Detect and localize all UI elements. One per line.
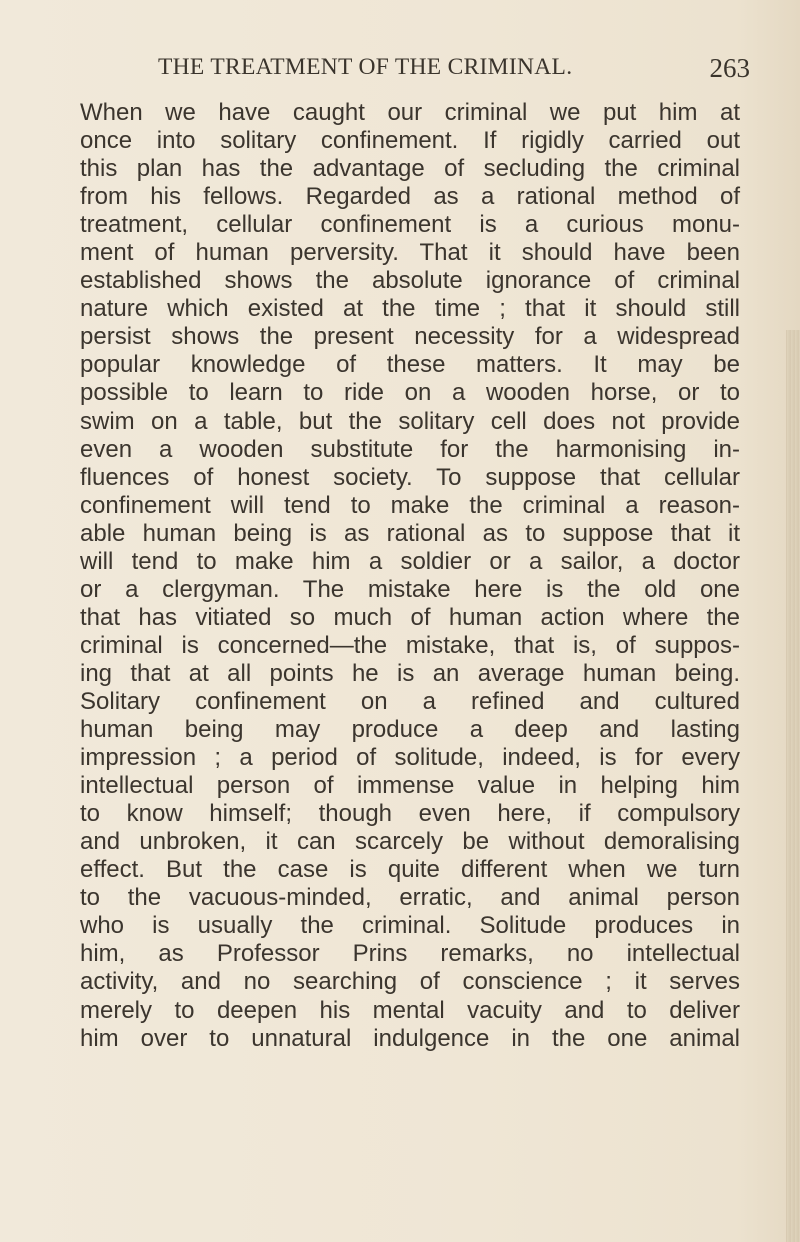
text-line: even a wooden substitute for the harmonising in- xyxy=(80,435,740,463)
text-line: Solitary confinement on a refined and cultured xyxy=(80,687,740,715)
text-line: fluences of honest society. To suppose that cellular xyxy=(80,463,740,491)
text-line: that has vitiated so much of human action where the xyxy=(80,603,740,631)
text-line: When we have caught our criminal we put him at xyxy=(80,99,740,126)
text-line: confinement will tend to make the criminal a reason- xyxy=(80,491,740,519)
text-line: nature which existed at the time ; that it should still xyxy=(80,295,740,323)
text-line: from his fellows. Regarded as a rational method of xyxy=(80,183,740,211)
text-line: possible to learn to ride on a wooden horse, or to xyxy=(80,379,740,407)
text-line: this plan has the advantage of secluding the criminal xyxy=(80,155,740,183)
text-line: to the vacuous-minded, erratic, and animal person xyxy=(80,884,740,912)
running-head: THE TREATMENT OF THE CRIMINAL. xyxy=(158,54,573,80)
text-line: once into solitary confinement. If rigidly carried out xyxy=(80,127,740,155)
text-line: activity, and no searching of conscience ; it serves xyxy=(80,968,740,996)
text-line: ing that at all points he is an average human being. xyxy=(80,659,740,687)
text-line: persist shows the present necessity for a widespread xyxy=(80,323,740,351)
text-line: ment of human perversity. That it should have been xyxy=(80,239,740,267)
text-line: popular knowledge of these matters. It may be xyxy=(80,351,740,379)
text-line: him over to unnatural indulgence in the one animal xyxy=(80,1024,740,1052)
text-line: able human being is as rational as to suppose that it xyxy=(80,519,740,547)
text-line: intellectual person of immense value in helping him xyxy=(80,772,740,800)
text-line: him, as Professor Prins remarks, no intellectual xyxy=(80,940,740,968)
page-number: 263 xyxy=(709,53,750,83)
text-line: merely to deepen his mental vacuity and to deliver xyxy=(80,996,740,1024)
text-line: treatment, cellular confinement is a curious monu- xyxy=(80,211,740,239)
text-line: and unbroken, it can scarcely be without demoralising xyxy=(80,828,740,856)
text-line: or a clergyman. The mistake here is the old one xyxy=(80,575,740,603)
text-line: to know himself; though even here, if compulsory xyxy=(80,800,740,828)
text-line: will tend to make him a soldier or a sailor, a doctor xyxy=(80,547,740,575)
text-line: impression ; a period of solitude, indeed, is for every xyxy=(80,744,740,772)
text-line: human being may produce a deep and lasting xyxy=(80,716,740,744)
body-text xyxy=(80,99,740,1053)
text-line: criminal is concerned—the mistake, that is, of suppos- xyxy=(80,631,740,659)
text-line: effect. But the case is quite different when we turn xyxy=(80,856,740,884)
text-line: swim on a table, but the solitary cell does not provide xyxy=(80,407,740,435)
text-line: established shows the absolute ignorance of criminal xyxy=(80,267,740,295)
page-header xyxy=(150,54,750,90)
text-line: who is usually the criminal. Solitude produces in xyxy=(80,912,740,940)
page-edge xyxy=(786,330,800,1242)
